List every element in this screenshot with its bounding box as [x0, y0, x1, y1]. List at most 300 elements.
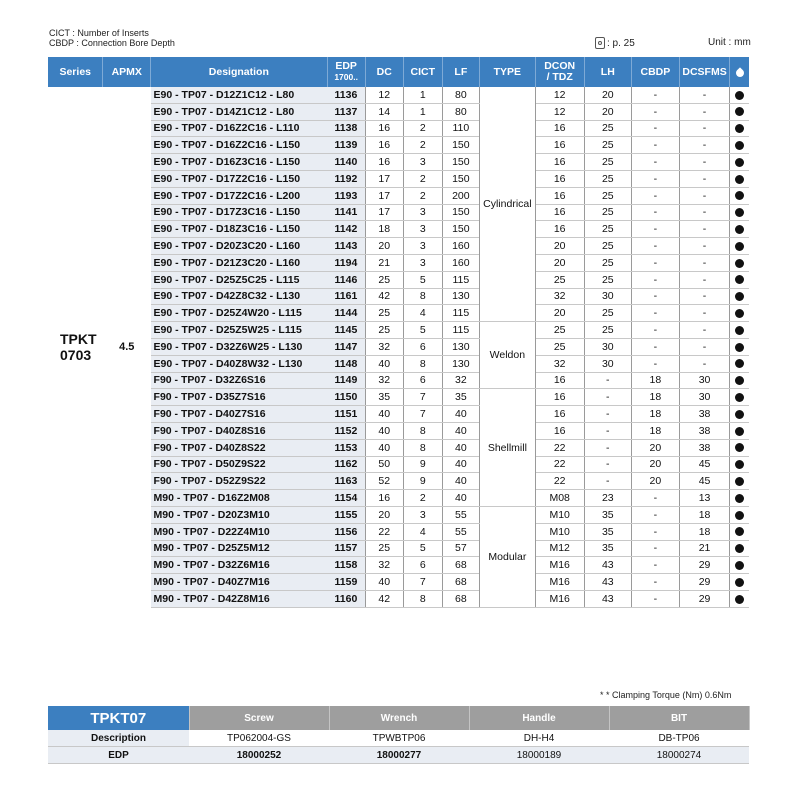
dcon-cell: M08 [535, 490, 584, 507]
edp-cell: 1163 [327, 473, 365, 490]
lf-cell: 80 [442, 87, 479, 103]
dc-cell: 42 [365, 288, 403, 305]
stock-cell [730, 506, 749, 523]
cict-cell: 5 [403, 271, 442, 288]
edp-cell: 1147 [327, 338, 365, 355]
accessory-edp-bit: 18000274 [609, 747, 749, 764]
in-stock-dot-icon [735, 595, 744, 604]
in-stock-dot-icon [735, 578, 744, 587]
lf-cell: 68 [442, 574, 479, 591]
cict-cell: 9 [403, 473, 442, 490]
designation-cell: E90 - TP07 - D25Z5C25 - L115 [151, 271, 328, 288]
cbdp-cell: - [632, 355, 680, 372]
dcon-cell: 16 [535, 372, 584, 389]
table-row [48, 87, 749, 103]
table-row [48, 187, 749, 204]
dcon-cell: 12 [535, 87, 584, 103]
accessory-edp-row [48, 747, 749, 764]
dcsfms-cell: - [679, 137, 730, 154]
lf-cell: 40 [442, 439, 479, 456]
cict-cell: 6 [403, 338, 442, 355]
table-row [48, 574, 749, 591]
accessory-header-bit: BIT [609, 706, 749, 730]
cict-cell: 6 [403, 372, 442, 389]
lf-cell: 150 [442, 204, 479, 221]
dc-cell: 40 [365, 406, 403, 423]
lf-cell: 150 [442, 221, 479, 238]
dcon-cell: 25 [535, 322, 584, 339]
dcon-cell: 22 [535, 473, 584, 490]
designation-cell: E90 - TP07 - D14Z1C12 - L80 [151, 103, 328, 120]
lh-cell: 35 [584, 540, 632, 557]
edp-cell: 1194 [327, 254, 365, 271]
dc-cell: 32 [365, 372, 403, 389]
series-name-line2: 0703 [60, 347, 92, 364]
in-stock-dot-icon [735, 225, 744, 234]
table-row [48, 422, 749, 439]
table-row [48, 406, 749, 423]
stock-cell [730, 204, 749, 221]
col-dc: DC [365, 57, 403, 87]
stock-cell [730, 523, 749, 540]
dc-cell: 20 [365, 238, 403, 255]
table-row [48, 389, 749, 406]
lh-cell: 30 [584, 288, 632, 305]
in-stock-dot-icon [735, 511, 744, 520]
dcon-cell: 25 [535, 271, 584, 288]
designation-cell: E90 - TP07 - D17Z2C16 - L200 [151, 187, 328, 204]
dcsfms-cell: 13 [679, 490, 730, 507]
dcon-cell: M16 [535, 574, 584, 591]
dc-cell: 40 [365, 439, 403, 456]
designation-cell: F90 - TP07 - D35Z7S16 [151, 389, 328, 406]
in-stock-dot-icon [735, 175, 744, 184]
dcon-cell: 25 [535, 338, 584, 355]
lf-cell: 40 [442, 490, 479, 507]
cbdp-cell: - [632, 271, 680, 288]
dc-cell: 16 [365, 490, 403, 507]
edp-cell: 1141 [327, 204, 365, 221]
table-row [48, 523, 749, 540]
cbdp-cell: - [632, 288, 680, 305]
table-row [48, 154, 749, 171]
col-dcsfms: DCSFMS [679, 57, 730, 87]
stock-cell [730, 87, 749, 103]
dcsfms-cell: 29 [679, 574, 730, 591]
stock-cell [730, 238, 749, 255]
dc-cell: 17 [365, 170, 403, 187]
dc-cell: 25 [365, 305, 403, 322]
series-name-line1: TPKT [60, 331, 97, 348]
dcon-cell: 22 [535, 439, 584, 456]
edp-cell: 1158 [327, 557, 365, 574]
lf-cell: 32 [442, 372, 479, 389]
in-stock-dot-icon [735, 359, 744, 368]
col-lf: LF [442, 57, 479, 87]
designation-cell: E90 - TP07 - D32Z6W25 - L130 [151, 338, 328, 355]
edp-cell: 1148 [327, 355, 365, 372]
dcon-cell: 20 [535, 254, 584, 271]
lf-cell: 115 [442, 305, 479, 322]
dcsfms-cell: 30 [679, 389, 730, 406]
in-stock-dot-icon [735, 343, 744, 352]
table-row [48, 355, 749, 372]
dc-cell: 40 [365, 355, 403, 372]
lh-cell: 43 [584, 557, 632, 574]
dcsfms-cell: - [679, 154, 730, 171]
designation-cell: E90 - TP07 - D40Z8W32 - L130 [151, 355, 328, 372]
dcon-cell: 16 [535, 422, 584, 439]
in-stock-dot-icon [735, 393, 744, 402]
product-table [48, 57, 749, 608]
stock-cell [730, 439, 749, 456]
in-stock-dot-icon [735, 275, 744, 284]
dcon-cell: 16 [535, 187, 584, 204]
edp-cell: 1151 [327, 406, 365, 423]
cict-cell: 2 [403, 490, 442, 507]
lf-cell: 150 [442, 154, 479, 171]
cbdp-cell: - [632, 87, 680, 103]
stock-cell [730, 473, 749, 490]
dc-cell: 14 [365, 103, 403, 120]
designation-cell: E90 - TP07 - D21Z3C20 - L160 [151, 254, 328, 271]
cbdp-cell: - [632, 154, 680, 171]
dc-cell: 22 [365, 523, 403, 540]
table-row [48, 338, 749, 355]
designation-cell: E90 - TP07 - D17Z2C16 - L150 [151, 170, 328, 187]
edp-cell: 1137 [327, 103, 365, 120]
lh-cell: - [584, 372, 632, 389]
stock-cell [730, 338, 749, 355]
lf-cell: 110 [442, 120, 479, 137]
accessory-description-row [48, 730, 749, 747]
unit-label: Unit : mm [708, 37, 751, 48]
designation-cell: M90 - TP07 - D32Z6M16 [151, 557, 328, 574]
cbdp-cell: - [632, 221, 680, 238]
dc-cell: 35 [365, 389, 403, 406]
accessory-description-wrench: TPWBTP06 [329, 730, 469, 747]
dcsfms-cell: 29 [679, 557, 730, 574]
cbdp-cell: - [632, 204, 680, 221]
dcon-cell: M12 [535, 540, 584, 557]
designation-cell: E90 - TP07 - D25Z5W25 - L115 [151, 322, 328, 339]
stock-cell [730, 154, 749, 171]
designation-cell: F90 - TP07 - D40Z8S22 [151, 439, 328, 456]
cict-cell: 6 [403, 557, 442, 574]
cict-cell: 3 [403, 221, 442, 238]
lf-cell: 35 [442, 389, 479, 406]
designation-cell: E90 - TP07 - D42Z8C32 - L130 [151, 288, 328, 305]
lh-cell: 25 [584, 238, 632, 255]
in-stock-dot-icon [735, 427, 744, 436]
lh-cell: 35 [584, 523, 632, 540]
in-stock-dot-icon [735, 410, 744, 419]
col-cict: CICT [403, 57, 442, 87]
lh-cell: - [584, 406, 632, 423]
designation-cell: E90 - TP07 - D16Z2C16 - L150 [151, 137, 328, 154]
in-stock-dot-icon [735, 208, 744, 217]
cbdp-cell: - [632, 574, 680, 591]
cict-cell: 8 [403, 590, 442, 607]
stock-cell [730, 372, 749, 389]
designation-cell: E90 - TP07 - D16Z2C16 - L110 [151, 120, 328, 137]
lh-cell: 30 [584, 338, 632, 355]
lf-cell: 40 [442, 456, 479, 473]
lh-cell: 25 [584, 254, 632, 271]
lh-cell: - [584, 439, 632, 456]
lh-cell: 43 [584, 574, 632, 591]
in-stock-dot-icon [735, 91, 744, 100]
dc-cell: 40 [365, 574, 403, 591]
lh-cell: 25 [584, 170, 632, 187]
type-cell: Weldon [479, 322, 535, 389]
page-reference[interactable] [595, 37, 635, 49]
edp-cell: 1193 [327, 187, 365, 204]
dcsfms-cell: - [679, 338, 730, 355]
dcsfms-cell: - [679, 103, 730, 120]
stock-cell [730, 456, 749, 473]
designation-cell: E90 - TP07 - D20Z3C20 - L160 [151, 238, 328, 255]
type-cell: Modular [479, 506, 535, 607]
cbdp-cell: 18 [632, 406, 680, 423]
lf-cell: 130 [442, 288, 479, 305]
designation-cell: M90 - TP07 - D20Z3M10 [151, 506, 328, 523]
cict-cell: 8 [403, 355, 442, 372]
cbdp-cell: 20 [632, 439, 680, 456]
dc-cell: 25 [365, 322, 403, 339]
dcon-cell: 16 [535, 137, 584, 154]
edp-cell: 1156 [327, 523, 365, 540]
dcsfms-cell: 21 [679, 540, 730, 557]
lf-cell: 68 [442, 557, 479, 574]
table-row [48, 103, 749, 120]
dcsfms-cell: 18 [679, 506, 730, 523]
lh-cell: 20 [584, 103, 632, 120]
dc-cell: 12 [365, 87, 403, 103]
edp-cell: 1154 [327, 490, 365, 507]
legend [49, 28, 175, 48]
stock-cell [730, 355, 749, 372]
dc-cell: 32 [365, 557, 403, 574]
table-row [48, 540, 749, 557]
table-row [48, 506, 749, 523]
cbdp-cell: - [632, 540, 680, 557]
cbdp-cell: 18 [632, 372, 680, 389]
dc-cell: 17 [365, 204, 403, 221]
accessory-description-handle: DH-H4 [469, 730, 609, 747]
accessories-table [48, 706, 750, 764]
dc-cell: 16 [365, 137, 403, 154]
in-stock-dot-icon [735, 494, 744, 503]
lh-cell: 25 [584, 154, 632, 171]
dcsfms-cell: 38 [679, 406, 730, 423]
in-stock-dot-icon [735, 527, 744, 536]
dcsfms-cell: 18 [679, 523, 730, 540]
lh-cell: 25 [584, 137, 632, 154]
dcsfms-cell: - [679, 221, 730, 238]
accessory-edp-screw: 18000252 [189, 747, 329, 764]
designation-cell: F90 - TP07 - D40Z7S16 [151, 406, 328, 423]
cbdp-cell: - [632, 137, 680, 154]
dcon-cell: 16 [535, 204, 584, 221]
col-dcon: DCON / TDZ [535, 57, 584, 87]
col-apmx: APMX [103, 57, 151, 87]
stock-cell [730, 557, 749, 574]
cbdp-cell: - [632, 523, 680, 540]
cbdp-cell: 18 [632, 389, 680, 406]
edp-cell: 1142 [327, 221, 365, 238]
accessory-description-screw: TP062004-GS [189, 730, 329, 747]
stock-cell [730, 254, 749, 271]
cict-cell: 1 [403, 103, 442, 120]
col-cbdp: CBDP [632, 57, 680, 87]
cbdp-cell: - [632, 254, 680, 271]
designation-cell: E90 - TP07 - D25Z4W20 - L115 [151, 305, 328, 322]
cbdp-cell: - [632, 187, 680, 204]
lh-cell: 25 [584, 271, 632, 288]
cict-cell: 5 [403, 322, 442, 339]
table-row [48, 137, 749, 154]
dcon-cell: 16 [535, 389, 584, 406]
lf-cell: 57 [442, 540, 479, 557]
dc-cell: 32 [365, 338, 403, 355]
lf-cell: 130 [442, 338, 479, 355]
dcon-cell: 20 [535, 238, 584, 255]
edp-cell: 1138 [327, 120, 365, 137]
dcsfms-cell: - [679, 305, 730, 322]
edp-cell: 1144 [327, 305, 365, 322]
lf-cell: 80 [442, 103, 479, 120]
lh-cell: - [584, 456, 632, 473]
clamping-torque-note: * * Clamping Torque (Nm) 0.6Nm [600, 690, 732, 700]
in-stock-dot-icon [735, 561, 744, 570]
dcon-cell: 16 [535, 154, 584, 171]
stock-cell [730, 120, 749, 137]
dcon-cell: 22 [535, 456, 584, 473]
stock-cell [730, 103, 749, 120]
table-row [48, 170, 749, 187]
accessory-model: TPKT07 [48, 706, 189, 730]
cict-cell: 9 [403, 456, 442, 473]
dc-cell: 40 [365, 422, 403, 439]
designation-cell: F90 - TP07 - D32Z6S16 [151, 372, 328, 389]
dcsfms-cell: 29 [679, 590, 730, 607]
stock-cell [730, 288, 749, 305]
lf-cell: 150 [442, 170, 479, 187]
stock-cell [730, 221, 749, 238]
edp-cell: 1161 [327, 288, 365, 305]
col-coolant [730, 57, 749, 87]
cict-cell: 7 [403, 406, 442, 423]
in-stock-dot-icon [735, 326, 744, 335]
cbdp-cell: - [632, 557, 680, 574]
lh-cell: 25 [584, 221, 632, 238]
edp-cell: 1150 [327, 389, 365, 406]
designation-cell: E90 - TP07 - D12Z1C12 - L80 [151, 87, 328, 103]
stock-cell [730, 137, 749, 154]
legend-cict: CICT : Number of Inserts [49, 28, 149, 38]
dcsfms-cell: 30 [679, 372, 730, 389]
cict-cell: 7 [403, 574, 442, 591]
cict-cell: 2 [403, 187, 442, 204]
table-row [48, 456, 749, 473]
cict-cell: 3 [403, 154, 442, 171]
dcsfms-cell: 38 [679, 439, 730, 456]
cbdp-cell: - [632, 170, 680, 187]
designation-cell: M90 - TP07 - D25Z5M12 [151, 540, 328, 557]
lh-cell: 25 [584, 305, 632, 322]
in-stock-dot-icon [735, 477, 744, 486]
dc-cell: 42 [365, 590, 403, 607]
apmx-cell: 4.5 [119, 341, 135, 354]
in-stock-dot-icon [735, 309, 744, 318]
dc-cell: 18 [365, 221, 403, 238]
table-row [48, 288, 749, 305]
cict-cell: 3 [403, 238, 442, 255]
dcsfms-cell: - [679, 120, 730, 137]
edp-cell: 1159 [327, 574, 365, 591]
cbdp-cell: - [632, 590, 680, 607]
dcon-cell: 32 [535, 355, 584, 372]
in-stock-dot-icon [735, 376, 744, 385]
edp-cell: 1160 [327, 590, 365, 607]
edp-cell: 1139 [327, 137, 365, 154]
stock-cell [730, 322, 749, 339]
accessories-header-row [48, 706, 749, 730]
col-series: Series [48, 57, 103, 87]
cbdp-cell: - [632, 238, 680, 255]
designation-cell: M90 - TP07 - D16Z2M08 [151, 490, 328, 507]
edp-cell: 1143 [327, 238, 365, 255]
stock-cell [730, 490, 749, 507]
lf-cell: 55 [442, 506, 479, 523]
designation-cell: F90 - TP07 - D52Z9S22 [151, 473, 328, 490]
stock-cell [730, 540, 749, 557]
cbdp-cell: - [632, 490, 680, 507]
cict-cell: 3 [403, 254, 442, 271]
designation-cell: M90 - TP07 - D40Z7M16 [151, 574, 328, 591]
dcsfms-cell: - [679, 355, 730, 372]
in-stock-dot-icon [735, 124, 744, 133]
in-stock-dot-icon [735, 158, 744, 167]
col-lh: LH [584, 57, 632, 87]
table-row [48, 557, 749, 574]
lf-cell: 40 [442, 406, 479, 423]
lf-cell: 150 [442, 137, 479, 154]
col-designation: Designation [151, 57, 328, 87]
dcon-cell: M16 [535, 557, 584, 574]
lh-cell: 30 [584, 355, 632, 372]
lh-cell: 25 [584, 120, 632, 137]
edp-cell: 1162 [327, 456, 365, 473]
col-type: TYPE [479, 57, 535, 87]
col-edp: EDP 1700.. [327, 57, 365, 87]
stock-cell [730, 389, 749, 406]
cict-cell: 2 [403, 170, 442, 187]
edp-cell: 1146 [327, 271, 365, 288]
page-reference-text: : p. 25 [607, 37, 635, 49]
lh-cell: - [584, 473, 632, 490]
table-row [48, 254, 749, 271]
lh-cell: 23 [584, 490, 632, 507]
table-row [48, 271, 749, 288]
in-stock-dot-icon [735, 191, 744, 200]
dcsfms-cell: 45 [679, 456, 730, 473]
stock-cell [730, 305, 749, 322]
edp-cell: 1155 [327, 506, 365, 523]
lf-cell: 115 [442, 271, 479, 288]
cict-cell: 2 [403, 120, 442, 137]
